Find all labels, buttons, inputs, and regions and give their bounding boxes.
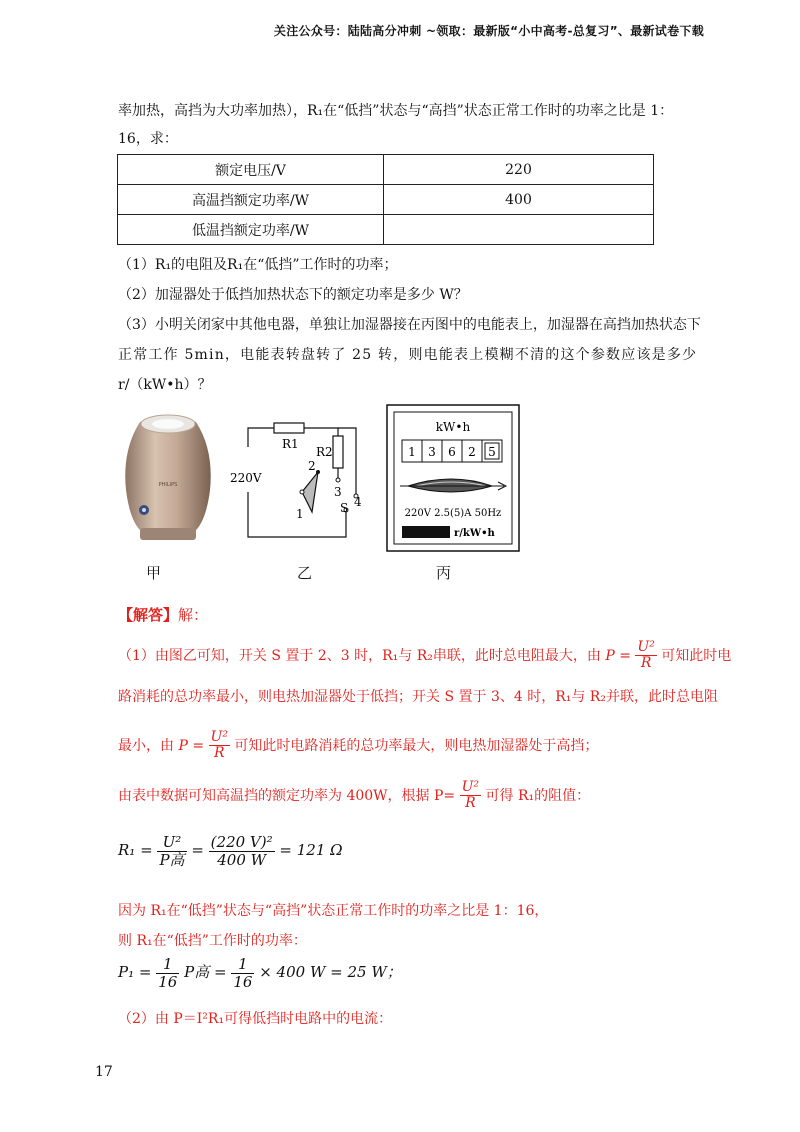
eq-den: P高 — [159, 850, 185, 869]
answer-heading — [118, 604, 208, 625]
answer-line-7: （2）由 P＝I²R₁可得低挡时电路中的电流： — [118, 1011, 393, 1027]
page-header: 关注公众号：陆陆高分冲刺 ~领取：最新版“小中高考-总复习”、最新试卷下载 — [273, 24, 704, 38]
question-2: （2）加湿器处于低挡加热状态下的额定功率是多少 W？ — [118, 287, 468, 303]
answer-line-1 — [118, 640, 731, 672]
table-cell-label: 高温挡额定功率/W — [118, 185, 384, 215]
meter-unit: kW•h — [435, 420, 471, 434]
humidifier-image — [118, 410, 218, 550]
eq-num: (220 V)² — [210, 833, 273, 851]
meter-digit: 1 — [408, 445, 416, 459]
answer-line-4 — [118, 780, 590, 812]
figure-caption-yi: 乙 — [297, 564, 313, 582]
table-row — [118, 155, 654, 185]
answer-text: 可知此时电 — [661, 647, 732, 664]
eq-fraction — [209, 834, 275, 868]
answer-line-3 — [118, 730, 598, 762]
eq-rhs: = 121 Ω — [279, 841, 343, 859]
eq-fraction — [231, 956, 254, 990]
eq-num: 1 — [156, 956, 179, 974]
brand-logo: PHILIPS — [158, 482, 178, 488]
equation-r1: R₁ = $\frac{\text{U²}}{\text{P高}}$ = $\frac{\text{(220 V)²}}{400 W}$ = 121 Ω — [118, 833, 343, 869]
meter-rating: 220V 2.5(5)A 50Hz — [404, 508, 502, 519]
question-1: （1）R₁的电阻及R₁在“低挡”工作时的功率； — [118, 257, 398, 273]
meter-digit: 2 — [468, 445, 476, 459]
formula-den: R — [213, 745, 225, 762]
question-3-line-1: （3）小明关闭家中其他电器，单独让加湿器接在丙图中的电能表上，加湿器在高挡加热状态下 — [118, 317, 701, 333]
answer-text: 可得 R₁的阻值： — [485, 787, 591, 804]
table-cell-label: 额定电压/V — [118, 155, 384, 185]
eq-fraction — [157, 834, 186, 868]
answer-line-5: 因为 R₁在“低挡”状态与“高挡”状态正常工作时的功率之比是 1：16， — [118, 903, 549, 919]
eq-num: U² — [157, 834, 186, 852]
table-row — [118, 185, 654, 215]
eq-mid: P高 = — [184, 963, 227, 981]
formula-den: R — [465, 795, 476, 812]
r1-label: R1 — [282, 437, 299, 451]
formula-p: P = — [605, 647, 631, 664]
formula-num: U² — [210, 729, 228, 745]
terminal-1-label: 1 — [296, 507, 304, 521]
formula-fraction — [635, 640, 656, 672]
intro-line-2: 16，求： — [118, 131, 178, 147]
table-cell-label: 低温挡额定功率/W — [118, 215, 384, 245]
answer-line-2: 路消耗的总功率最小，则电热加湿器处于低挡；开关 S 置于 3、4 时，R₁与 R₂并联，此时总电阻 — [118, 689, 718, 705]
answer-label: 【解答】 — [118, 606, 179, 624]
spec-table — [117, 154, 654, 245]
eq-tail: × 400 W = 25 W； — [259, 963, 402, 981]
answer-line-6: 则 R₁在“低挡”工作时的功率： — [118, 933, 307, 949]
formula-num: U² — [461, 779, 480, 795]
eq-lhs: P₁ = — [118, 963, 152, 981]
meter-rev-unit: r/kW•h — [454, 528, 495, 539]
eq-fraction — [156, 956, 179, 990]
circuit-diagram — [226, 412, 366, 552]
meter-digit: 6 — [448, 445, 456, 459]
page-number: 17 — [95, 1064, 113, 1080]
formula-den: R — [640, 655, 652, 672]
formula-num: U² — [637, 639, 655, 655]
question-3-line-2: 正常工作 5min，电能表转盘转了 25 转，则电能表上模糊不清的这个参数应该是多少 — [118, 347, 698, 363]
eq-lhs: R₁ = — [118, 841, 153, 859]
figure-caption-bing: 丙 — [436, 564, 452, 582]
eq-den: 16 — [233, 972, 253, 991]
meter-digit: 3 — [428, 445, 436, 459]
table-row — [118, 215, 654, 245]
answer-jie: 解： — [178, 606, 209, 624]
meter-digit: 5 — [488, 445, 496, 459]
question-3-line-3: r/（kW•h）？ — [118, 377, 212, 393]
eq-num: 1 — [231, 956, 254, 974]
formula-fraction — [209, 730, 230, 762]
table-cell-value — [384, 215, 654, 245]
circuit-voltage-label: 220V — [230, 471, 262, 485]
figure-caption-jia: 甲 — [146, 564, 162, 582]
terminal-2-label: 2 — [308, 459, 316, 473]
equation-p1 — [118, 956, 402, 990]
table-cell-value: 220 — [384, 155, 654, 185]
switch-s-label: S — [340, 501, 349, 515]
answer-text: 可知此时电路消耗的总功率最大，则电热加湿器处于高挡； — [234, 737, 599, 754]
eq-den: 16 — [158, 972, 178, 991]
answer-text: 最小，由 — [118, 737, 174, 754]
formula-p: P = — [178, 737, 205, 754]
terminal-4-label: 4 — [354, 495, 362, 509]
electric-meter — [386, 404, 520, 552]
table-cell-value: 400 — [384, 185, 654, 215]
terminal-3-label: 3 — [334, 485, 342, 499]
intro-line-1: 率加热，高挡为大功率加热），R₁在“低挡”状态与“高挡”状态正常工作时的功率之比是 1： — [118, 103, 674, 119]
answer-text: 由表中数据可知高温挡的额定功率为 400W，根据 P= — [118, 787, 456, 804]
formula-fraction — [460, 780, 481, 812]
eq-den: 400 W — [217, 850, 267, 869]
r2-label: R2 — [316, 445, 333, 459]
answer-text: （1）由图乙可知，开关 S 置于 2、3 时，R₁与 R₂串联，此时总电阻最大，由 — [118, 647, 601, 664]
